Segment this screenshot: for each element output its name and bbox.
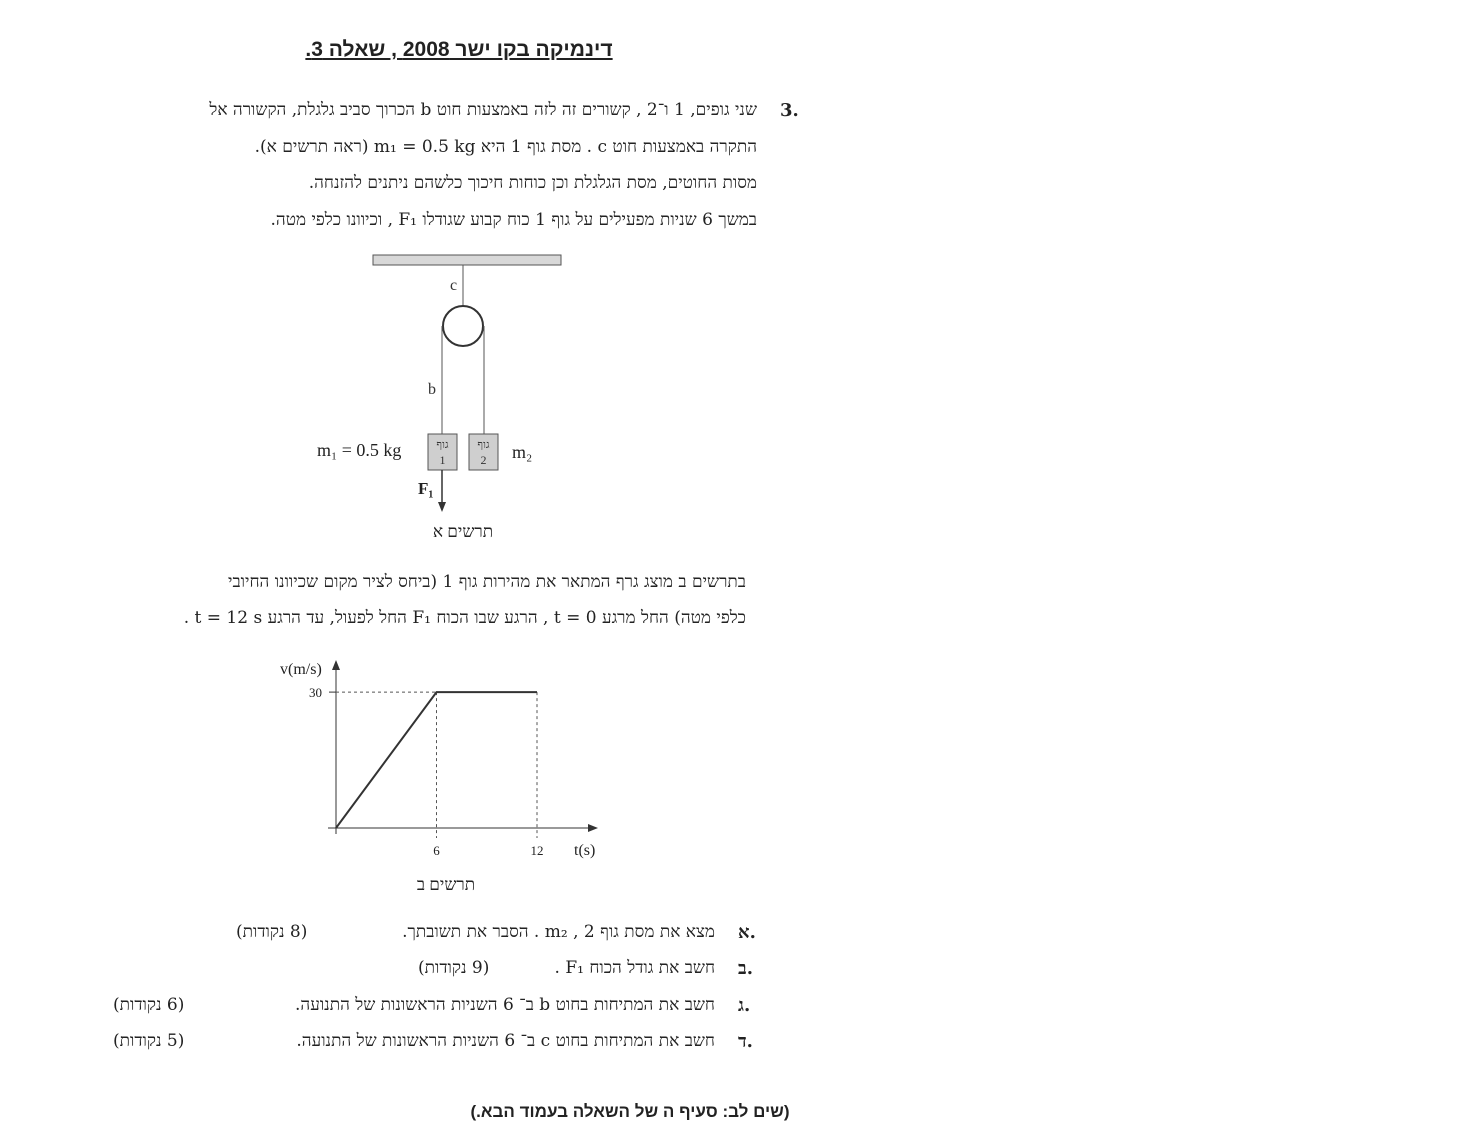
part-d-points: (5 נקודות) — [113, 1031, 185, 1051]
body-2-word: גוף — [477, 439, 490, 451]
question-line-2: התקרה באמצעות חוט c . מסת גוף 1 היא m₁ = 0.5 kg (ראה תרשים א). — [254, 137, 757, 157]
part-d-letter: ד. — [738, 1031, 753, 1052]
velocity-chart — [280, 648, 620, 900]
force-label: F₁ — [418, 479, 434, 498]
y-axis-arrowhead — [332, 660, 340, 670]
graph-intro-line-2: כלפי מטה) החל מרגע t = 0 , הרגע שבו הכוח F₁ החל לפעול, עד הרגע t = 12 s . — [183, 608, 746, 628]
force-arrowhead — [438, 502, 446, 512]
diagram-a-caption: תרשים א — [432, 522, 494, 541]
pulley — [443, 306, 483, 346]
part-a-letter: א. — [738, 922, 756, 943]
question-line-4: במשך 6 שניות מפעילים על גוף 1 כוח קבוע שגודלו F₁ , וכיוונו כלפי מטה. — [270, 210, 757, 230]
part-c-text: חשב את המתיחות בחוט b ב־ 6 השניות הראשונות של התנועה. — [295, 995, 715, 1015]
diagram-b-caption: תרשים ב — [416, 875, 476, 894]
pulley-diagram — [300, 248, 580, 548]
body-2-number: 2 — [480, 453, 487, 467]
part-b-points: (9 נקודות) — [418, 958, 490, 978]
part-c-letter: ג. — [738, 995, 751, 1016]
question-number: 3. — [780, 100, 799, 121]
guide-lines — [336, 692, 537, 838]
page-title: דינמיקה בקו ישר 2008 , שאלה 3. — [305, 38, 613, 61]
rope-b-label: b — [428, 381, 436, 398]
axis-ticks — [309, 685, 544, 858]
ceiling — [373, 255, 561, 265]
part-d-text: חשב את המתיחות בחוט c ב־ 6 השניות הראשונות של התנועה. — [296, 1031, 715, 1051]
x-axis-label: t(s) — [574, 842, 596, 859]
question-line-1: שני גופים, 1 ו־2 , קשורים זה לזה באמצעות חוט b הכרוך סביב גלגלת, הקשורה אל — [209, 100, 757, 120]
part-b-letter: ב. — [738, 958, 753, 979]
y-tick-label-30: 30 — [309, 685, 322, 701]
mass-2-label: m₂ — [512, 442, 533, 462]
part-b-text: חשב את גודל הכוח F₁ . — [554, 958, 715, 978]
body-1-word: גוף — [436, 439, 449, 451]
y-axis-label: v(m/s) — [280, 661, 322, 678]
part-a-text: מצא את מסת גוף 2 , m₂ . הסבר את תשובתך. — [402, 922, 715, 942]
x-axis-arrowhead — [588, 824, 598, 832]
x-tick-label-12: 12 — [530, 843, 544, 858]
mass-1-label: m₁ = 0.5 kg — [317, 440, 402, 460]
page-note: (שים לב: סעיף ה של השאלה בעמוד הבא.) — [470, 1102, 790, 1121]
part-a-points: (8 נקודות) — [236, 922, 308, 942]
graph-intro-line-1: בתרשים ב מוצג גרף המתאר את מהירות גוף 1 (ביחס לציר מקום שכיוונו החיובי — [228, 572, 746, 592]
rope-c-label: c — [450, 277, 458, 294]
question-line-3: מסות החוטים, מסת הגלגלת וכן כוחות חיכוך כלשהם ניתנים להזנחה. — [308, 173, 757, 193]
part-c-points: (6 נקודות) — [113, 995, 185, 1015]
body-1-number: 1 — [439, 453, 446, 467]
x-tick-label-6: 6 — [433, 843, 440, 858]
